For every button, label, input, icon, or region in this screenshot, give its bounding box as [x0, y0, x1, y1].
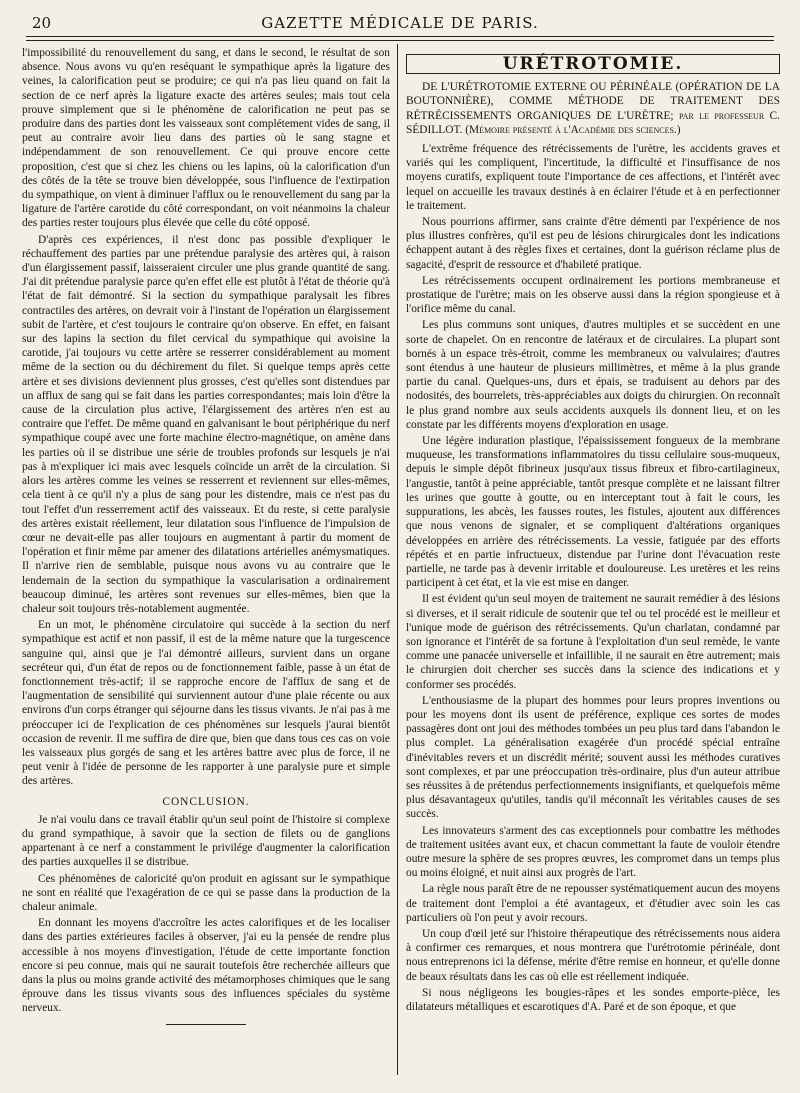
paragraph: En un mot, le phénomène circulatoire qui succède à la section du nerf sympathique est actif et non passif, il est de la même nature que la turgescence sanguine qui, ainsi que je l'ai démontré ailleurs, survient dans un organe secréteur qui, d'un état de repos ou de fonctionnement faible, passe à un état de fonctionnement très-actif; il se rapproche encore de l'afflux de sang et de l'augmentation de sensibilité qui surviennent autour d'une plaie récente ou aux environs d'un corps étranger qui séjourne dans les tissus vivants. Je n'ai pas à me préoccuper ici de l'explication de ces phénomènes sur lesquels j'aurai bientôt occasion de revenir. Il me suffira de dire que, bien que dans tous ces cas on voie les vaisseaux plus gorgés de sang et les artères battre avec plus de force, il ne peut venir à l'idée de personne de les rapporter à une paralysie pure et simple des artères.	[22, 619, 390, 788]
paragraph: L'extrême fréquence des rétrécissements de l'urètre, les accidents graves et variés qui les compliquent, l'incertitude, la difficulté et l'insuffisance de nos moyens curatifs, expliquent toute l'importance de ces affections, et l'intérêt avec lequel on accueille les travaux destinés à en éclairer l'étude et à en perfectionner le traitement.	[406, 143, 780, 212]
paragraph: L'enthousiasme de la plupart des hommes pour leurs propres inventions ou pour les moyens dont ils usent de préférence, explique ces sortes de modes passagères dont ont joui des méthodes tombées un peu plus tard dans l'abandon le plus complet. La généralisation exagérée d'un procédé spécial entraîne d'inévitables revers et un discrédit mérité; souvent aussi les méthodes curatives sont complexes, et par une préoccupation très-ordinaire, plus d'un auteur attribue ses réussites à de prétendus perfectionnements insignifiants, et quelquefois même plus désavantageux qu'utiles, tandis qu'il méconnaît les véritables causes de ses succès.	[406, 694, 780, 821]
page-header	[20, 14, 780, 36]
page-number: 20	[32, 14, 52, 32]
column-divider	[397, 44, 398, 1075]
paragraph: Je n'ai voulu dans ce travail établir qu'un seul point de l'histoire si complexe du grand sympathique, à savoir que la section de filets ou de ganglions appartenant à ce nerf a constamment le privilége d'augmenter la calorification des parties auxquelles il se distribue.	[22, 813, 390, 869]
right-column	[406, 46, 780, 1077]
paragraph: Si nous négligeons les bougies-râpes et les sondes emporte-pièce, les dilatateurs métalliques et escarotiques d'A. Paré et de son époque, et que	[406, 986, 780, 1013]
article-subtitle: DE L'URÉTROTOMIE EXTERNE OU PÉRINÉALE (OPÉRATION DE LA BOUTONNIÈRE), COMME MÉTHODE DE TRAITEMENT DES RÉTRÉCISSEMENTS ORGANIQUES DE L'URÈTRE; par le professeur C. SÉDILLOT. (Mémoire présenté à l'Académie des sciences.)	[406, 81, 780, 136]
paragraph: l'impossibilité du renouvellement du sang, et dans le second, le résultat de son absence. Nous avons vu qu'en reséquant le sympathique après la ligature des veines, la calorification peut se produire; ce qui n'a pas lieu quand on fait la section de ce nerf après la ligature exacte des artères seules; mais tout cela prouve simplement que si le phénomène de calorification ne peut pas se produire dans des parties dont les vaisseaux sont complétement vides de sang, il peut au contraire avoir lieu dans des parties où le sang stagne et indépendamment de son renouvellement. Ce qui prouve encore cette proposition, c'est que si chez les chiens ou les lapins, où la calorification d'un des côtés de la tête se trouve bien développée, sous l'influence de l'extirpation du sympathique, on vient à diminuer l'afflux ou le renouvellement du sang par la ligature de l'artère carotide du côté correspondant, on voit néanmoins la chaleur des parties rester toujours plus élevée que celle du côté opposé.	[22, 47, 390, 230]
paragraph: Une légère induration plastique, l'épaississement fongueux de la membrane muqueuse, les transformations inflammatoires du tissu cellulaire sous-muqueux, depuis le simple dépôt fibrineux jusqu'aux tissus fibreux et fibro-cartilagineux, l'angustie, tantôt à peine appréciable, tantôt presque complète et ne laissant filtrer les urines que goutte à goutte, ou en interceptant tout à fait le cours, les suppurations, les abcès, les fausses routes, les fistules, ajoutent aux différences que nous venons de signaler, et se compliquent d'altérations organiques développées en arrière des rétrécissements. La vessie, fatiguée par des efforts répétés et en partie infructueux, distendue par l'urine dont l'évacuation reste partielle, ne tarde pas à devenir irritable et douloureuse. Les uretères et les reins participent à cet état, et la vie est mise en danger.	[406, 435, 780, 590]
end-rule	[166, 1024, 246, 1025]
paragraph: Un coup d'œil jeté sur l'histoire thérapeutique des rétrécissements nous aidera à confirmer ces remarques, et nous montrera que l'urétrotomie périnéale, dont nous entreprenons ici la défense, mérite d'être remise en honneur, et qu'elle donne de beaux résultats dans les cas où elle est réellement indiquée.	[406, 927, 780, 983]
paragraph: Les innovateurs s'arment des cas exceptionnels pour combattre les méthodes de traitement usitées avant eux, et chacun commettant la faute de vouloir étendre outre mesure la sphère de ses propres œuvres, les compromet dans un temps plus ou moins éloigné, et nuit ainsi aux progrès de l'art.	[406, 824, 780, 880]
paragraph: Les plus communs sont uniques, d'autres multiples et se succèdent en une sorte de chapelet. On en rencontre de latéraux et de circulaires. La plupart sont bornés à un espace très-étroit, comme les membraneux ou valvulaires; d'autres sont étendus à une hauteur de plusieurs millimètres, et même à la plus grande partie du canal. Quelques-uns, durs et épais, se traduisent au dehors par des nodosités, des bourrelets, très-appréciables aux doigts du chirurgien. On reconnaît le plus grand nombre aux seuls accidents auxquels ils donnent lieu, et on les constate par les différents moyens d'exploration en usage.	[406, 319, 780, 431]
paragraph: Nous pourrions affirmer, sans crainte d'être démenti par l'expérience de nos plus illustres confrères, qu'il est peu de lésions chirurgicales dont les indications échappent autant à des règles fixes et certaines, dont la guérison réclame plus de sagacité, d'esprit de ressource et d'habileté pratique.	[406, 216, 780, 271]
running-title: GAZETTE MÉDICALE DE PARIS.	[261, 14, 539, 32]
paragraph: Il est évident qu'un seul moyen de traitement ne saurait remédier à des lésions si diverses, et il serait ridicule de soutenir que tel ou tel procédé est le meilleur et l'unique mode de guérison des rétrécissements. Qu'un charlatan, condamné par son ignorance et l'intérêt de sa fortune à l'exploitation d'un seul remède, le vante comme une panacée universelle et infaillible, il ne saurait en être autrement; mais le chirurgien doit chercher ses succès dans la science des indications et y conformer ses procédés.	[406, 593, 780, 691]
paragraph: En donnant les moyens d'accroître les actes calorifiques et de les localiser dans des parties extérieures faciles à observer, j'ai eu la pensée de rendre plus accessible à nos moyens d'investigation, l'étude de cette importante fonction encore si peu connue, mais qui ne saurait toutefois être recherchée ailleurs que dans la plus ou moins grande activité des métamorphoses chimiques que le sang éprouve dans les tissus vivants sous des influences spéciales du système nerveux.	[22, 917, 390, 1015]
header-rule-thin	[26, 40, 774, 41]
paragraph: Les rétrécissements occupent ordinairement les portions membraneuse et prostatique de l'urètre; mais on les observe aussi dans la région spongieuse et à l'orifice même du canal.	[406, 274, 780, 316]
header-rule	[26, 36, 774, 37]
paragraph: La règle nous paraît être de ne repousser systématiquement aucun des moyens de traitement dont l'emploi a été avantageux, et d'étudier avec soin les cas particuliers où l'on peut y avoir recours.	[406, 883, 780, 924]
paragraph: Ces phénomènes de caloricité qu'on produit en agissant sur le sympathique ne sont en réalité que l'exagération de ce qui se passe dans la production de la chaleur animale.	[22, 872, 390, 913]
conclusion-heading: CONCLUSION.	[162, 795, 250, 808]
left-column	[22, 46, 390, 1077]
paragraph: D'après ces expériences, il n'est donc pas possible d'expliquer le réchauffement des parties par une prétendue paralysie des artères qui, à raison d'un élargissement passif, laisseraient circuler une plus grande quantité de sang. J'ai dit prétendue paralysie parce qu'en effet elle est plutôt à l'état de théorie qu'à l'état de fait démontré. Si la section du sympathique paralysait les fibres contractiles des artères, on devrait voir à l'instant de l'opération un élargissement subit de l'artère, et c'est toujours le contraire qu'on observe. En effet, en faisant sur des lapins la section du filet cervical du sympathique qui avoisine la carotide, j'ai toujours vu cette artère se resserrer considérablement au moment même de la section ou du déchirement du filet. Si quelque temps après cette artère et ses divisions deviennent plus grosses, c'est qu'elles sont distendues par un afflux de sang qui se fait dans les parties correspondantes; mais loin d'être la cause de la circulation plus active, l'élargissement des artères n'en est au contraire que l'effet. De même quand en galvanisant le bout périphérique du nerf sympathique coupé avec une forte machine électro-magnétique, on amène dans les parties où il se distribue une série de troubles profonds sur lesquels je n'ai pas à m'expliquer ici mais avec lesquels coïncide un arrêt de la circulation. Si alors les artères comme les veines se resserrent et reviennent sur elles-mêmes, cela tient à ce qu'il n'y a plus de sang pour les distendre, mais ce n'est pas du tout l'effet d'un resserrement actif des vaisseaux. Et du reste, si cette paralysie des artères existait réellement, leur dilatation sous l'influence de l'impulsion de cœur ne devait-elle pas aller toujours en augmentant à partir du moment de l'opération et finir même par amener des dilatations artérielles anémysmatiques. Il n'arrive rien de semblable, puisque nous avons vu au contraire que le lendemain de la section du sympathique la vascularisation a ordinairement beaucoup diminué, les artères sont revenues sur elles-mêmes, bien que la chaleur soit toujours très-notablement augmentée.	[22, 233, 390, 615]
article-title: URÉTROTOMIE.	[406, 54, 780, 74]
